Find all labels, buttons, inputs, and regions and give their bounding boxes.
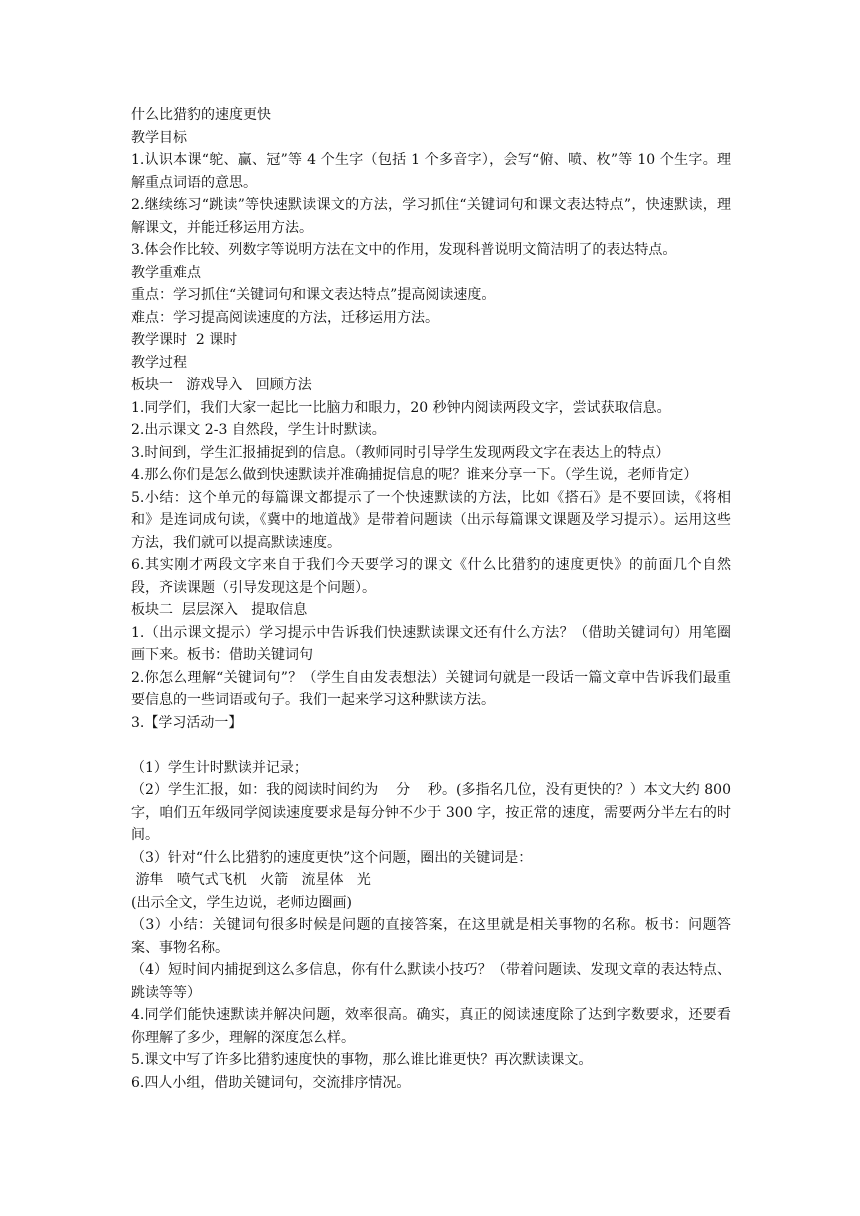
section-one-step-6: 6.其实刚才两段文字来自于我们今天要学习的课文《什么比猎豹的速度更快》的前面几个自然段，齐读课题（引导发现这是个问题）。 <box>131 557 731 596</box>
section-one-step-5: 5.小结：这个单元的每篇课文都提示了一个快速默读的方法，比如《搭石》是不要回读，《将相和》是连词成句读，《冀中的地道战》是带着问题读（出示每篇课文课题及学习提示）。运用这些方法，我们就可以提高默读速度。 <box>131 489 731 551</box>
activity-sub-3: （3）针对“什么比猎豹的速度更快”这个问题，圈出的关键词是： <box>131 849 533 866</box>
blank-line <box>131 734 731 757</box>
section-one-step-2: 2.出示课文 2-3 自然段，学生计时默读。 <box>131 422 386 438</box>
keywords-list: 游隼 喷气式飞机 火箭 流星体 光 <box>131 872 371 888</box>
activity-summary: （3）小结：关键词句很多时候是问题的直接答案，在这里就是相关事物的名称。板书：问题答案、事物名称。 <box>131 917 731 956</box>
heading-key-difficult-points: 教学重难点 <box>131 264 201 281</box>
activity-sub-1: （1）学生计时默读并记录； <box>131 759 308 776</box>
section-two-step-5: 5.课文中写了许多比猎豹速度快的事物，那么谁比谁更快？再次默读课文。 <box>131 1052 593 1068</box>
section-two-step-4: 4.同学们能快速默读并解决问题，效率很高。确实，真正的阅读速度除了达到字数要求，还要看你理解了多少，理解的深度怎么样。 <box>131 1007 731 1046</box>
key-point: 重点：学习抓住“关键词句和课文表达特点”提高阅读速度。 <box>131 287 496 303</box>
goal-item-1: 1.认识本课“鸵、赢、冠”等 4 个生字（包括 1 个多音字），会写“俯、喷、枚”等 10 个生字。理解重点词语的意思。 <box>131 152 731 191</box>
section-two-step-1: 1.（出示课文提示）学习提示中告诉我们快速默读课文还有什么方法？（借助关键词句）用笔圈画下来。板书：借助关键词句 <box>131 624 731 663</box>
learning-activity-one: 3.【学习活动一】 <box>131 714 243 731</box>
goal-item-2: 2.继续练习“跳读”等快速默读课文的方法，学习抓住“关键词句和课文表达特点”，快速默读，理解课文，并能迁移运用方法。 <box>131 197 731 236</box>
goal-item-3: 3.体会作比较、列数字等说明方法在文中的作用，发现科普说明文简洁明了的表达特点。 <box>131 242 677 258</box>
difficult-point: 难点：学习提高阅读速度的方法，迁移运用方法。 <box>131 309 439 326</box>
heading-teaching-goals: 教学目标 <box>131 129 187 146</box>
document-title: 什么比猎豹的速度更快 <box>131 107 271 123</box>
section-two-heading: 板块二 层层深入 提取信息 <box>131 602 308 618</box>
activity-note: (出示全文，学生边说，老师边圈画) <box>131 894 352 911</box>
document-page <box>131 104 736 1094</box>
section-one-step-4: 4.那么你们是怎么做到快速默读并准确捕捉信息的呢？谁来分享一下。（学生说，老师肯定） <box>131 467 698 483</box>
class-hours: 教学课时 2 课时 <box>131 332 238 348</box>
activity-sub-4: （4）短时间内捕捉到这么多信息，你有什么默读小技巧？（带着问题读、发现文章的表达特点、跳读等等） <box>131 962 731 1001</box>
activity-sub-2: （2）学生汇报，如：我的阅读时间约为 分 秒。(多指名几位，没有更快的？）本文大约 800 字，咱们五年级同学阅读速度要求是每分钟不少于 300 字，按正常的速度，需要两分半左右的时间。 <box>131 782 736 843</box>
section-one-heading: 板块一 游戏导入 回顾方法 <box>131 377 312 393</box>
heading-teaching-process: 教学过程 <box>131 354 187 371</box>
section-two-step-6: 6.四人小组，借助关键词句，交流排序情况。 <box>131 1074 411 1091</box>
section-two-step-2: 2.你怎么理解“关键词句”？（学生自由发表想法）关键词句就是一段话一篇文章中告诉我们最重要信息的一些词语或句子。我们一起来学习这种默读方法。 <box>131 669 731 708</box>
section-one-step-1: 1.同学们，我们大家一起比一比脑力和眼力，20 秒钟内阅读两段文字，尝试获取信息。 <box>131 399 671 416</box>
section-one-step-3: 3.时间到，学生汇报捕捉到的信息。（教师同时引导学生发现两段文字在表达上的特点） <box>131 444 670 461</box>
